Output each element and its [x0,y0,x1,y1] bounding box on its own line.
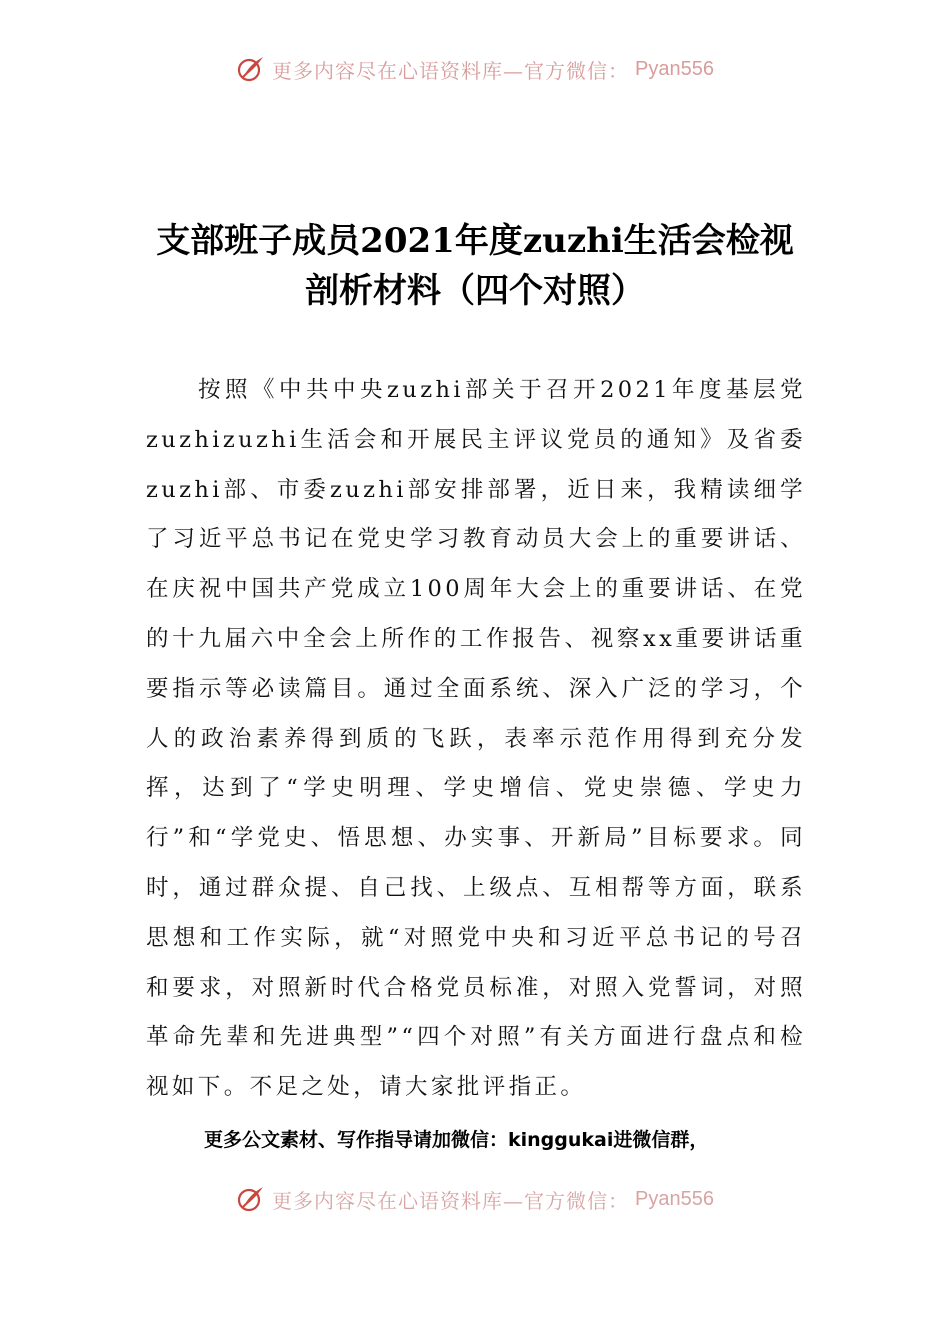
watermark-wechat-id: Pyan556 [635,1187,714,1210]
promo-line: 更多公文素材、写作指导请加微信：kinggukai进微信群， [204,1129,709,1151]
quill-logo-icon [236,1184,266,1214]
header-watermark [0,54,950,84]
watermark-text: 更多内容尽在心语资料库—官方微信： [272,1188,630,1213]
title-line-1: 支部班子成员2021年度zuzhi生活会检视 [156,221,794,261]
watermark-wechat-id: Pyan556 [635,57,714,80]
title-line-2: 剖析材料（四个对照） [305,271,645,311]
watermark-text: 更多内容尽在心语资料库—官方微信： [272,58,630,83]
quill-logo-icon [236,54,266,84]
footer-watermark [0,1184,950,1214]
body-paragraph: 按照《中共中央zuzhi部关于召开2021年度基层党zuzhizuzhi生活会和开展民主评议党员的通知》及省委zuzhi部、市委zuzhi部安排部署，近日来，我精读细学了习近平总书记在党史学习教育动员大会上的重要讲话、在庆祝中国共产党成立100周年大会上的重要讲话、在党的十九届六中全会上所作的工作报告、视察xx重要讲话重要指示等必读篇目。通过全面系统、深入广泛的学习，个人的政治素养得到质的飞跃，表率示范作用得到充分发挥，达到了“学史明理、学史增信、党史崇德、学史力行”和“学党史、悟思想、办实事、开新局”目标要求。同时，通过群众提、自己找、上级点、互相帮等方面，联系思想和工作实际，就“对照党中央和习近平总书记的号召和要求，对照新时代合格党员标准，对照入党誓词，对照革命先辈和先进典型”“四个对照”有关方面进行盘点和检视如下。不足之处，请大家批评指正。 [146,377,806,1101]
document-title [100,216,850,316]
